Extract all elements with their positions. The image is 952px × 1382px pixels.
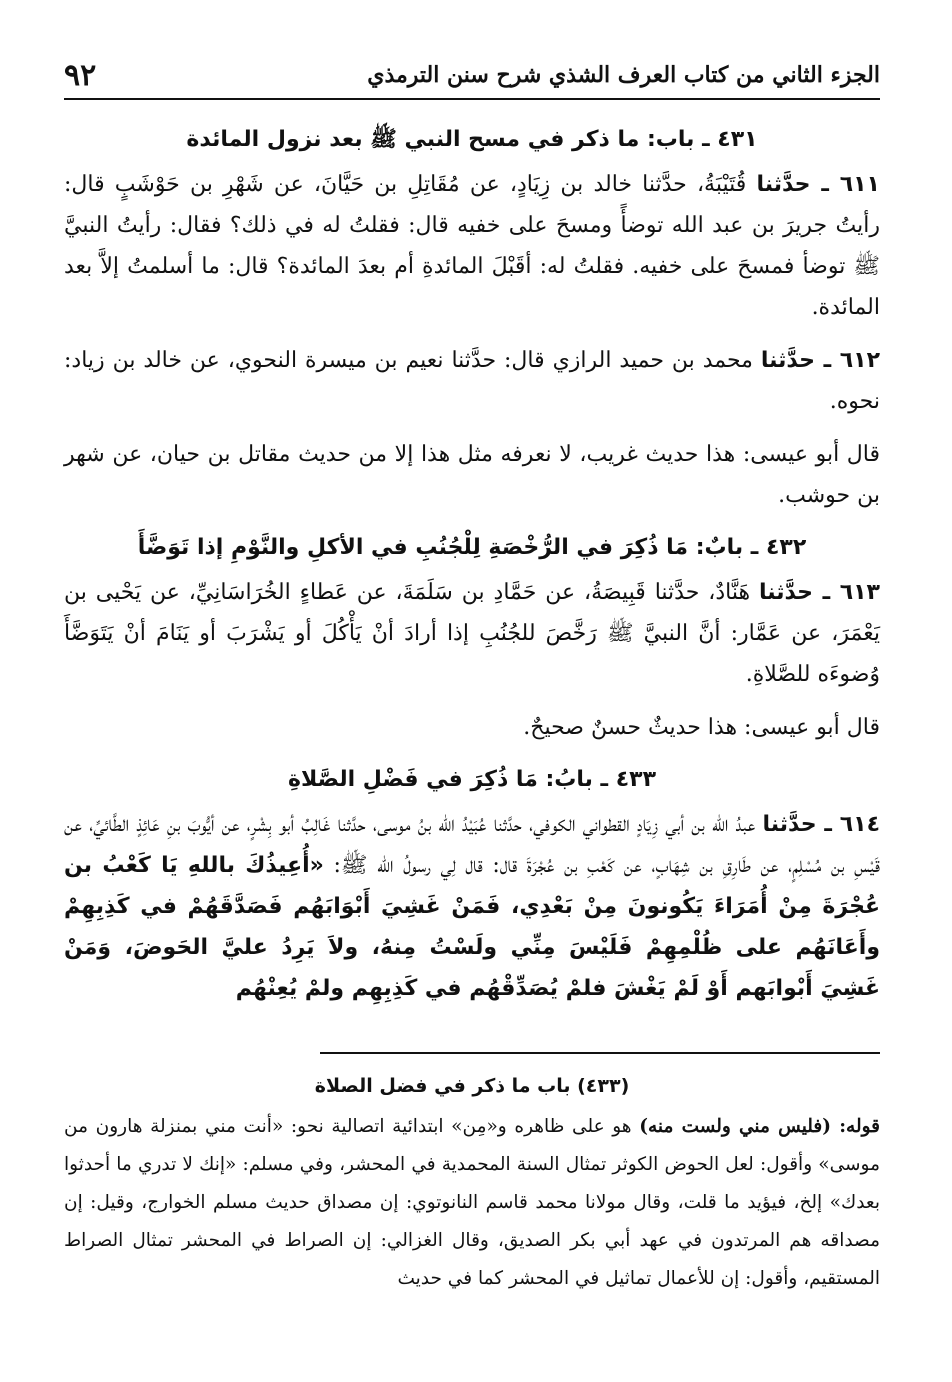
chapter-432-title: ٤٣٢ ـ بابٌ: مَا ذُكِرَ في الرُّخْصَةِ لِلْجُنُبِ في الأكلِ والنَّوْمِ إذا تَوَضَّأَ xyxy=(137,535,807,560)
running-header xyxy=(64,52,880,100)
hadith-614-lead: ٦١٤ ـ حدَّثنا xyxy=(762,812,881,837)
hadith-611-lead: ٦١١ ـ حدَّثنا xyxy=(756,172,880,197)
footnote-text: هو على ظاهره و«مِن» ابتدائية اتصالية نحو: «أنت مني بمنزلة هارون من موسى» وأقول: لعل الحوض الكوثر تمثال السنة المحمدية في المحشر، وفي مسلم: «إنك لا تدري ما أحدثوا بعدك» إلخ، فيؤيد ما قلت، وقال مولانا محمد قاسم النانوتوي: إن مصداق حديث مسلم الخوارج، وقيل: إن مصداقه هم المرتدون في عهد أبي بكر الصديق، وقال الغزالي: إن الصراط في المحشر تمثال الصراط المستقيم، وأقول: إن للأعمال تماثيل في المحشر كما في حديث xyxy=(64,1116,880,1289)
main-text xyxy=(64,120,880,1021)
hadith-613 xyxy=(64,572,880,695)
footnote-divider xyxy=(320,1052,880,1054)
hadith-613-lead: ٦١٣ ـ حدَّثنا xyxy=(758,580,880,605)
hadith-614-text: عبدُ الله بن أبي زِيَادٍ القطواني الكوفي، حدَّثنا عُبَيْدُ الله بنُ موسى، حدَّثنا غَالِبُ أبو بِشْرٍ، عن أيُّوبَ بنِ عَائِذٍ الطَّائيِّ، عن قَيْسِ بن مُسْلِمٍ، عن طَارِقِ بن شِهَابٍ، عن كَعْبِ بن عُجْرَةَ قال: قال لِي رسولُ الله ﷺ: xyxy=(64,812,880,878)
chapter-433-title: ٤٣٣ ـ بابُ: مَا ذُكِرَ في فَضْلِ الصَّلاةِ xyxy=(287,767,657,792)
page-number: ٩٢ xyxy=(64,57,97,93)
hadith-611-text: قُتَيْبَةُ، حدَّثنا خالد بن زِيَادٍ، عن مُقَاتِلِ بن حَيَّانَ، عن شَهْرِ بن حَوْشَبٍ قال: رأيتُ جريرَ بن عبد الله توضأً ومسحَ على خفيه قال: فقلتُ له في ذلك؟ فقال: رأيتُ النبيَّ ﷺ توضأ فمسحَ على خفيه. فقلتُ له: أقَبْلَ المائدةِ أم بعدَ المائدة؟ قال: ما أسلمتُ إلاَّ بعد المائدة. xyxy=(64,172,880,320)
footnote-label: قوله: (فليس مني ولست منه) xyxy=(639,1116,880,1137)
chapter-432-comment: قال أبو عيسى: هذا حديثٌ حسنٌ صحيحٌ. xyxy=(523,715,880,740)
chapter-431-title: ٤٣١ ـ باب: ما ذكر في مسح النبي ﷺ بعد نزول المائدة xyxy=(186,127,758,152)
chapter-431-comment: قال أبو عيسى: هذا حديث غريب، لا نعرفه مثل هذا إلا من حديث مقاتل بن حيان، عن شهر بن حوشب. xyxy=(64,442,880,508)
footnotes xyxy=(64,1066,880,1298)
hadith-612-text: محمد بن حميد الرازي قال: حدَّثنا نعيم بن ميسرة النحوي، عن خالد بن زياد: نحوه. xyxy=(64,348,880,414)
hadith-614-quote: «أُعِيذُكَ باللهِ يَا كَعْبُ بن عُجْرَةَ مِنْ أُمَرَاءَ يَكُونونَ مِنْ بَعْدِي، فَمَنْ غَشِيَ أَبْوَابَهُم فَصَدَّقَهُمْ في كَذِبِهِمْ وأَعَانَهُم على ظُلْمِهِمْ فَلَيْسَ مِنِّي ولَسْتُ مِنهُ، ولاَ يَرِدُ عليَّ الحَوضَ، وَمَنْ غَشِيَ أَبْوابَهم أَوْ لَمْ يَغْشَ فلمْ يُصَدِّقْهُم في كَذِبِهِم ولمْ يُعِنْهُم xyxy=(64,853,880,1001)
footnote-title: (٤٣٣) باب ما ذكر في فضل الصلاة xyxy=(314,1075,630,1097)
hadith-613-text: هَنَّادٌ، حدَّثنا قَبِيصَةُ، عن حَمَّادِ بن سَلَمَةَ، عن عَطاءٍ الخُرَاسَانِيِّ، عن يَحْيى بن يَعْمَرَ، عن عَمَّار: أنَّ النبيَّ ﷺ رَخَّصَ للجُنُبِ إذا أرادَ أنْ يَأْكُلَ أو يَشْرَبَ أو يَنَامَ أنْ يَتَوَضَّأَ وُضوءَه للصَّلاةِ. xyxy=(64,580,880,687)
hadith-614 xyxy=(64,804,880,1009)
hadith-612-lead: ٦١٢ ـ حدَّثنا xyxy=(760,348,881,373)
hadith-612 xyxy=(64,340,880,422)
footnote-paragraph xyxy=(64,1108,880,1298)
hadith-611 xyxy=(64,164,880,328)
running-title: الجزء الثاني من كتاب العرف الشذي شرح سنن الترمذي xyxy=(367,62,880,88)
